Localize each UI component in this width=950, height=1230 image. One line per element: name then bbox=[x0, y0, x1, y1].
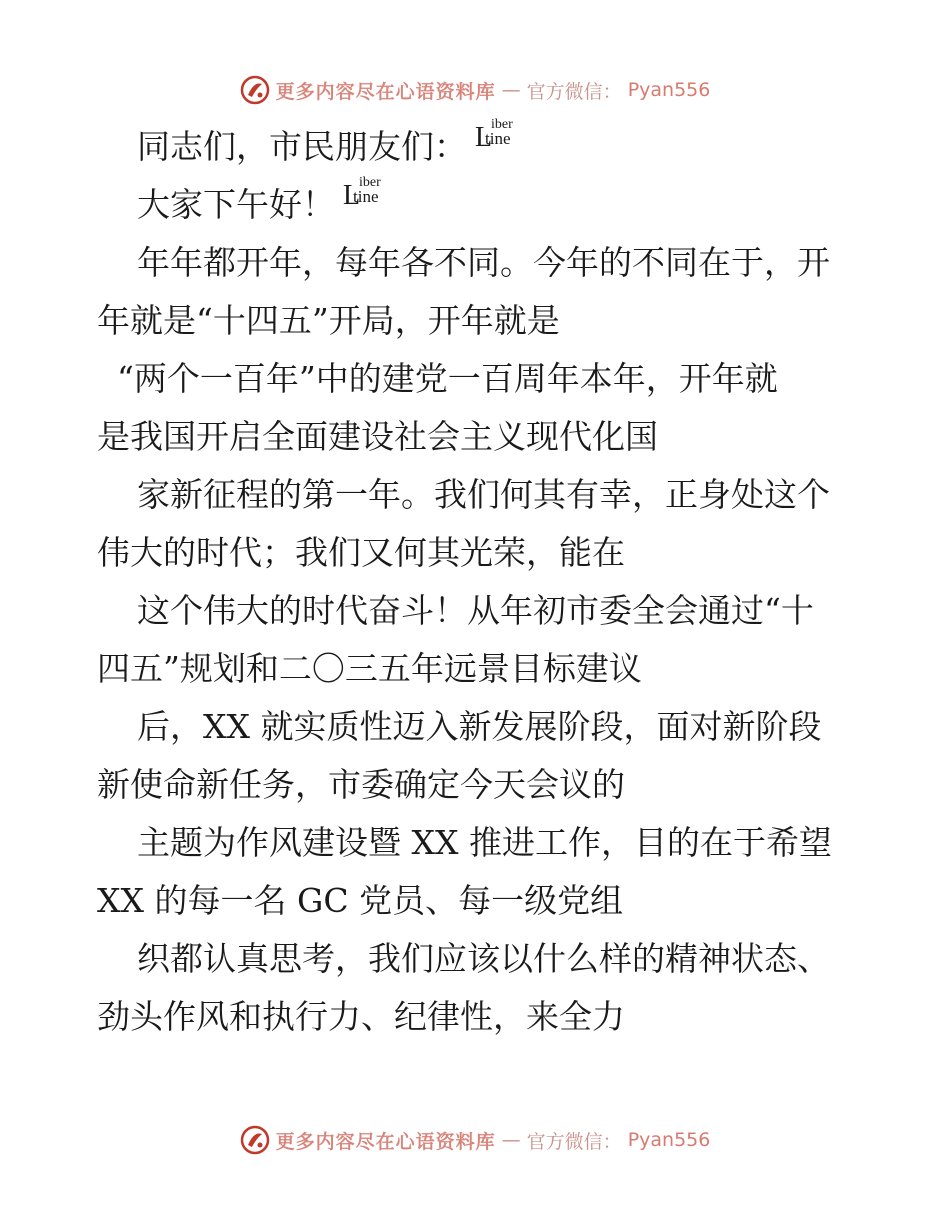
paragraph-line: 织都认真思考，我们应该以什么样的精神状态、 bbox=[137, 939, 830, 978]
paragraph-line: 这个伟大的时代奋斗！从年初市委全会通过“十 bbox=[137, 591, 814, 630]
banner-main-text: 更多内容尽在心语资料库 bbox=[275, 80, 496, 103]
banner-separator: — bbox=[501, 79, 521, 101]
liber-stamp: L iber tine bbox=[343, 175, 381, 211]
paragraph-line: 家新征程的第一年。我们何其有幸，正身处这个 bbox=[137, 475, 830, 514]
paragraph-line: 四五”规划和二〇三五年远景目标建议 bbox=[97, 649, 642, 688]
paragraph-line: 主题为作风建设暨 XX 推进工作，目的在于希望 bbox=[137, 823, 832, 862]
paragraph-line: 年就是“十四五”开局，开年就是 bbox=[97, 301, 560, 340]
banner-sub-text: 官方微信： bbox=[526, 80, 622, 103]
paragraph-line: “两个一百年”中的建党一百周年本年，开年就 bbox=[117, 359, 778, 398]
banner-sub-text: 官方微信： bbox=[526, 1130, 622, 1153]
banner-wechat-id: Pyan556 bbox=[627, 79, 711, 101]
banner-main-text: 更多内容尽在心语资料库 bbox=[275, 1130, 496, 1153]
paragraph-line: 后，XX 就实质性迈入新发展阶段，面对新阶段 bbox=[137, 707, 822, 746]
paragraph-line: 新使命新任务，市委确定今天会议的 bbox=[97, 765, 625, 804]
header-banner bbox=[0, 72, 950, 108]
paragraph-line: XX 的每一名 GC 党员、每一级党组 bbox=[97, 881, 624, 920]
logo-icon bbox=[240, 1125, 270, 1155]
paragraph-line: 大家下午好！ L iber tine bbox=[97, 176, 857, 234]
paragraph-line: 年年都开年，每年各不同。今年的不同在于，开 bbox=[137, 243, 830, 282]
paragraph-line: 伟大的时代；我们又何其光荣，能在 bbox=[97, 533, 625, 572]
liber-stamp: L iber tine bbox=[475, 117, 513, 153]
banner-separator: — bbox=[501, 1129, 521, 1151]
document-body bbox=[97, 118, 857, 1046]
logo-icon bbox=[240, 75, 270, 105]
banner-wechat-id: Pyan556 bbox=[627, 1129, 711, 1151]
footer-banner bbox=[0, 1122, 950, 1158]
paragraph-line: 是我国开启全面建设社会主义现代化国 bbox=[97, 417, 658, 456]
paragraph-line: 劲头作风和执行力、纪律性，来全力 bbox=[97, 997, 625, 1036]
paragraph-line: 同志们，市民朋友们： L iber tine bbox=[97, 118, 857, 176]
